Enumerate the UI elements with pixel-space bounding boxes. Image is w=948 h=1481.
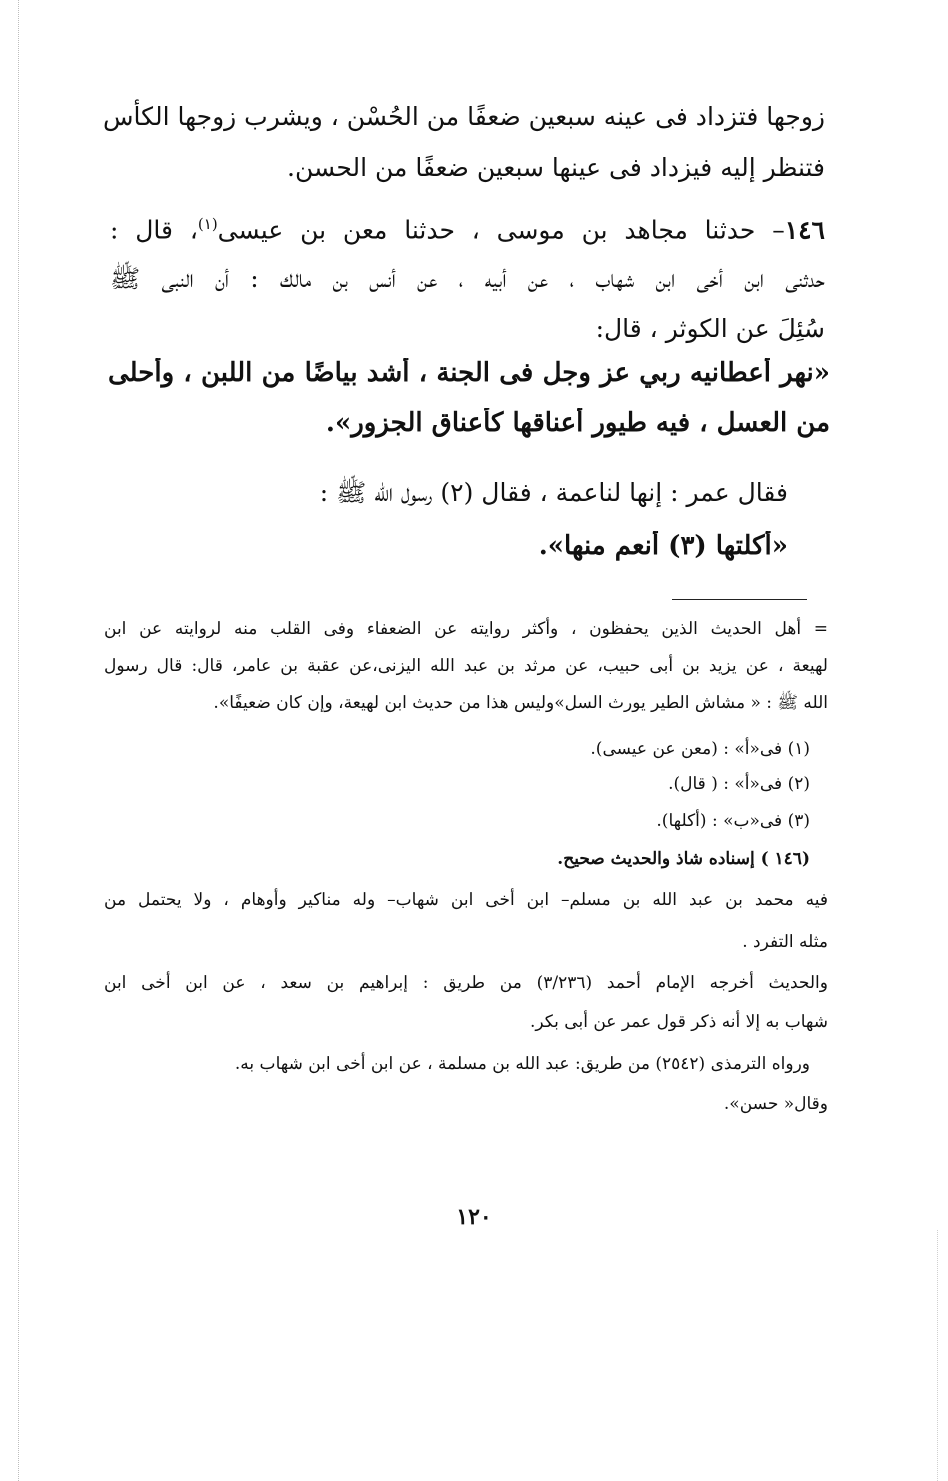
footnote-line: لهيعة ، عن يزيد بن أبى حبيب، عن مرثد بن عبد الله اليزنى،عن عقبة بن عامر، قال: قال رسول: [104, 656, 828, 676]
footnote-ref: (١): [197, 215, 218, 233]
page-edge-right: [937, 1230, 938, 1481]
text-segment: ، قال :: [110, 215, 198, 245]
footnote-line: = أهل الحديث الذين يحفظون ، وأكثر روايته عن الضعفاء وفى القلب منه لروايته عن ابن: [104, 619, 828, 639]
footnote-separator: [672, 599, 807, 600]
hadith-opening-line: [0, 200, 948, 248]
hadith-text-line: من العسل ، فيه طيور أعناقها كأعناق الجزور».: [325, 408, 830, 438]
footnote-line: الله ﷺ : « مشاش الطير يورث السل»وليس هذا من حديث ابن لهيعة، وإن كان ضعيفًا».: [213, 693, 828, 713]
footnote-line: مثله التفرد .: [742, 932, 828, 952]
footnote-line: (٢) فى«أ» : ( قال).: [668, 774, 810, 794]
footnote-line: (١) فى«أ» : (معن عن عيسى).: [590, 739, 810, 759]
text-line: سُئِلَ عن الكوثر ، قال:: [595, 314, 825, 343]
footnote-line: وقال« حسن».: [723, 1094, 828, 1114]
hadith-text-line: «أكلتها (٣) أنعم منها».: [538, 531, 788, 561]
footnote-line: والحديث أخرجه الإمام أحمد (٣/٢٣٦) من طريق : إبراهيم بن سعد ، عن ابن أخى ابن: [104, 973, 828, 993]
text-line: فتنظر إليه فيزداد فى عينها سبعين ضعفًا من الحسن.: [287, 153, 825, 182]
text-line: حدثنى ابن أخى ابن شهاب ، عن أبيه ، عن أنس بن مالك : أن النبى ﷺ: [110, 264, 825, 293]
footnote-line: شهاب به إلا أنه ذكر قول عمر عن أبى بكر.: [530, 1012, 828, 1032]
footnote-line: ورواه الترمذى (٢٥٤٢) من طريق: عبد الله بن مسلمة ، عن ابن أخى ابن شهاب به.: [234, 1054, 810, 1074]
text-line: فقال عمر : إنها لناعمة ، فقال (٢) رسول الله ﷺ :: [319, 478, 788, 507]
footnote-line: (٣) فى«ب» : (أكلها).: [656, 811, 810, 831]
text-line: زوجها فتزداد فى عينه سبعين ضعفًا من الحُسْن ، ويشرب زوجها الكأس: [103, 102, 825, 131]
footnote-line: (١٤٦ ) إسناده شاذ والحديث صحيح.: [557, 849, 810, 869]
page-number: ١٢٠: [456, 1204, 492, 1230]
hadith-text-line: «نهر أعطانيه ربي عز وجل فى الجنة ، أشد بياضًا من اللبن ، وأحلى: [108, 358, 830, 388]
hadith-number: ١٤٦: [784, 215, 825, 245]
footnote-line: فيه محمد بن عبد الله بن مسلم– ابن أخى ابن شهاب– وله مناكير وأوهام ، ولا يحتمل من: [104, 890, 828, 910]
text-segment: – حدثنا مجاهد بن موسى ، حدثنا معن بن عيسى: [217, 215, 785, 245]
